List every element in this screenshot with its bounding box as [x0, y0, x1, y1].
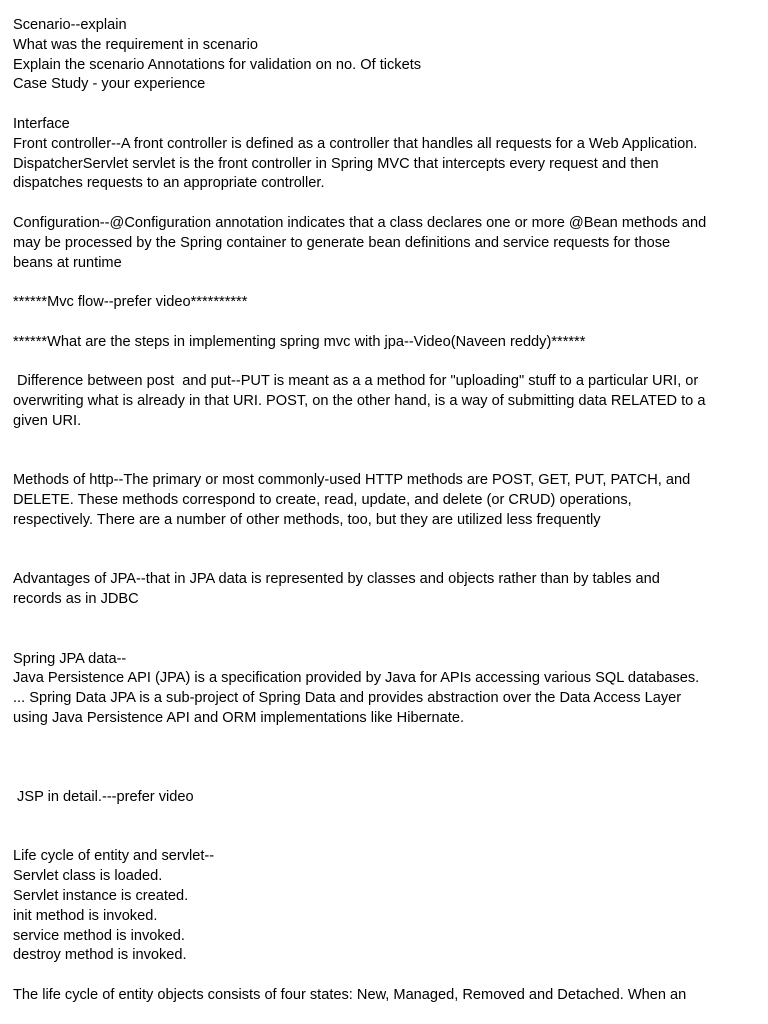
- text-line: Methods of http--The primary or most commonly-used HTTP methods are POST, GET, PUT, PATCH, and: [13, 472, 691, 489]
- text-line: beans at runtime: [13, 254, 122, 271]
- block-lifecycle: [13, 847, 758, 966]
- text-line: ... Spring Data JPA is a sub-project of Spring Data and provides abstraction over the Data Access Layer: [13, 690, 682, 707]
- text-line: dispatches requests to an appropriate controller.: [13, 175, 325, 192]
- spacer: [13, 95, 758, 115]
- spacer: [13, 610, 758, 650]
- text-line: respectively. There are a number of other methods, too, but they are utilized less frequently: [13, 511, 601, 528]
- text-line: Scenario--explain: [13, 17, 127, 33]
- block-post-vs-put: [13, 372, 758, 431]
- block-mvc-flow: [13, 293, 758, 313]
- text-line: may be processed by the Spring container to generate bean definitions and service requests for those: [13, 234, 671, 251]
- text-line: Explain the scenario Annotations for validation on no. Of tickets: [13, 56, 422, 73]
- text-line: Advantages of JPA--that in JPA data is represented by classes and objects rather than by tables and: [13, 571, 660, 588]
- block-jpa-advantages: [13, 570, 758, 610]
- text-line: Case Study - your experience: [13, 76, 206, 93]
- spacer: [13, 313, 758, 333]
- text-line: records as in JDBC: [13, 591, 139, 608]
- text-line: ******Mvc flow--prefer video**********: [13, 294, 248, 311]
- block-interface: [13, 115, 758, 194]
- text-line: Servlet instance is created.: [13, 888, 189, 905]
- text-line: What was the requirement in scenario: [13, 36, 258, 53]
- block-jsp: [13, 788, 758, 808]
- text-line: Java Persistence API (JPA) is a specification provided by Java for APIs accessing various SQL databases.: [13, 670, 700, 687]
- block-spring-jpa-data: [13, 650, 758, 729]
- text-line: destroy method is invoked.: [13, 947, 187, 964]
- text-line: Configuration--@Configuration annotation indicates that a class declares one or more @Bean methods and: [13, 214, 707, 231]
- text-line: given URI.: [13, 412, 82, 429]
- spacer: [13, 808, 758, 848]
- text-line: Interface: [13, 115, 70, 132]
- spacer: [13, 531, 758, 571]
- spacer: [13, 729, 758, 788]
- document-body: [13, 16, 758, 1006]
- block-spring-mvc-jpa-steps: [13, 333, 758, 353]
- spacer: [13, 273, 758, 293]
- text-line: service method is invoked.: [13, 927, 185, 944]
- spacer: [13, 432, 758, 472]
- text-line: JSP in detail.---prefer video: [13, 789, 194, 806]
- text-line: ******What are the steps in implementing spring mvc with jpa--Video(Naveen reddy)******: [13, 333, 586, 350]
- text-line: Servlet class is loaded.: [13, 868, 163, 885]
- text-line: init method is invoked.: [13, 907, 158, 924]
- text-line: Front controller--A front controller is defined as a controller that handles all requests for a Web Application.: [13, 135, 698, 152]
- text-line: overwriting what is already in that URI. POST, on the other hand, is a way of submitting data RELATED to a: [13, 393, 706, 410]
- block-http-methods: [13, 471, 758, 530]
- text-line: DispatcherServlet servlet is the front controller in Spring MVC that intercepts every request and then: [13, 155, 659, 172]
- block-scenario: [13, 16, 758, 95]
- spacer: [13, 966, 758, 986]
- text-line: DELETE. These methods correspond to create, read, update, and delete (or CRUD) operations,: [13, 492, 632, 509]
- spacer: [13, 194, 758, 214]
- text-line: Spring JPA data--: [13, 650, 127, 667]
- block-configuration: [13, 214, 758, 273]
- text-line: Difference between post and put--PUT is meant as a a method for "uploading" stuff to a particular URI, or: [13, 373, 699, 390]
- spacer: [13, 353, 758, 373]
- text-line: using Java Persistence API and ORM implementations like Hibernate.: [13, 709, 465, 726]
- text-line: The life cycle of entity objects consists of four states: New, Managed, Removed and Detached. When an: [13, 987, 687, 1004]
- text-line: Life cycle of entity and servlet--: [13, 848, 215, 865]
- block-entity-lifecycle: [13, 986, 758, 1006]
